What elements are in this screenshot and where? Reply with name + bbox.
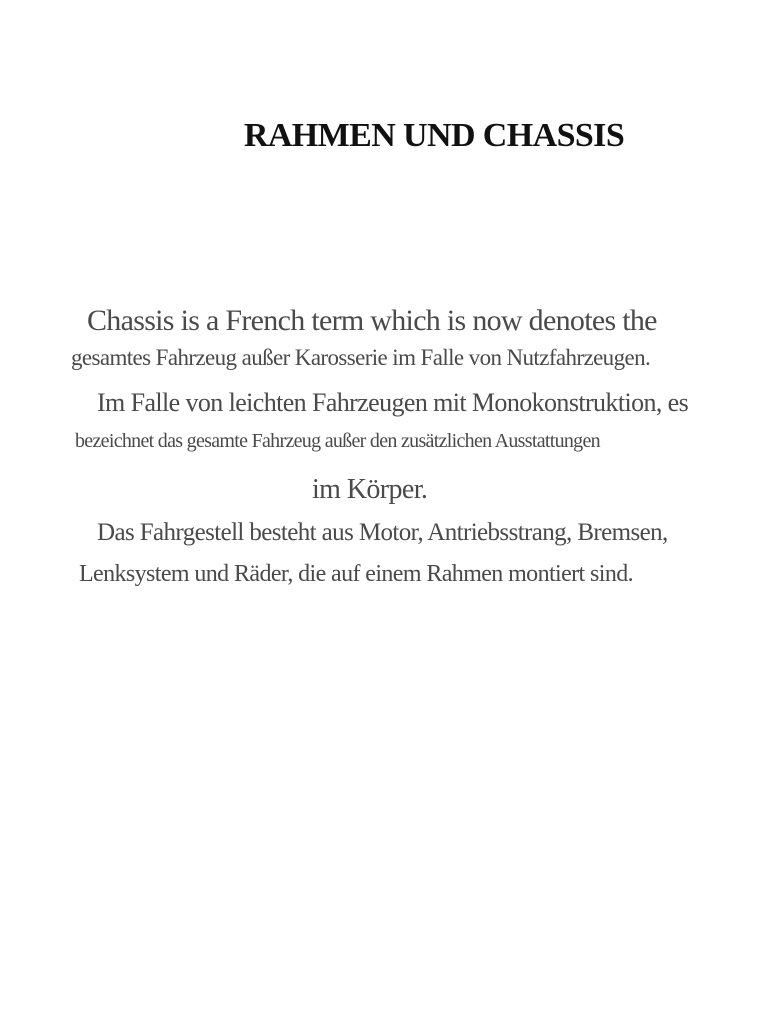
body-line: gesamtes Fahrzeug außer Karosserie im Falle von Nutzfahrzeugen. [71,345,651,370]
body-line: Lenksystem und Räder, die auf einem Rahmen montiert sind. [79,561,634,587]
body-line: Im Falle von leichten Fahrzeugen mit Monokonstruktion, es [97,388,689,417]
body-line: Das Fahrgestell besteht aus Motor, Antriebsstrang, Bremsen, [97,519,668,546]
body-line: bezeichnet das gesamte Fahrzeug außer den zusätzlichen Ausstattungen [75,430,600,452]
body-line: im Körper. [312,474,428,505]
document-title: RAHMEN UND CHASSIS [243,117,625,154]
body-line: Chassis is a French term which is now denotes the [87,304,657,337]
